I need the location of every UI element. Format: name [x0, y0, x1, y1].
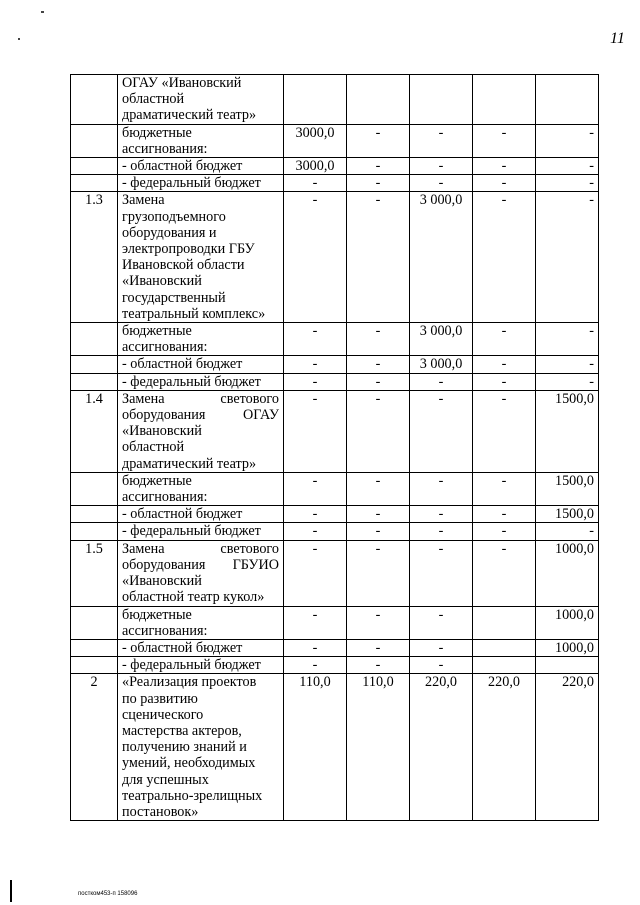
year-value: - — [410, 506, 473, 523]
year-value: - — [536, 192, 599, 323]
description-line: бюджетные — [122, 323, 192, 340]
row-description — [118, 75, 284, 125]
table-row — [71, 523, 599, 540]
description-line: - федеральный бюджет — [122, 523, 261, 540]
year-value: 220,0 — [536, 674, 599, 821]
year-value: - — [536, 175, 599, 192]
table-row — [71, 75, 599, 125]
description-line: - областной бюджет — [122, 158, 243, 175]
row-number — [71, 175, 118, 192]
year-value: - — [473, 124, 536, 157]
year-value: - — [410, 390, 473, 472]
year-value: - — [410, 472, 473, 505]
row-number — [71, 506, 118, 523]
year-value: - — [284, 472, 347, 505]
year-value: - — [410, 158, 473, 175]
description-line: областной — [122, 439, 185, 456]
description-line: театрально-зрелищных — [122, 787, 263, 804]
description-line: грузоподъемного — [122, 208, 226, 225]
year-value: - — [284, 606, 347, 639]
year-value: - — [473, 192, 536, 323]
row-number — [71, 75, 118, 125]
table-row — [71, 175, 599, 192]
description-line: - областной бюджет — [122, 639, 243, 656]
budget-table — [70, 74, 599, 821]
description-line: бюджетные — [122, 124, 192, 141]
description-line: - федеральный бюджет — [122, 657, 261, 674]
year-value: - — [536, 373, 599, 390]
row-description — [118, 158, 284, 175]
row-number — [71, 606, 118, 639]
year-value: - — [473, 472, 536, 505]
description-line: получению знаний и — [122, 739, 247, 756]
description-line: государственный — [122, 289, 226, 306]
year-value: - — [410, 124, 473, 157]
table-row — [71, 373, 599, 390]
year-value: - — [284, 356, 347, 373]
row-number: 1.4 — [71, 390, 118, 472]
year-value: - — [347, 657, 410, 674]
description-line: «Ивановский — [122, 273, 202, 290]
page-number: 11 — [610, 30, 625, 47]
footer-code: постком453-п 158096 — [78, 891, 138, 897]
year-value: - — [347, 158, 410, 175]
year-value — [473, 657, 536, 674]
row-number — [71, 639, 118, 656]
row-number: 1.5 — [71, 540, 118, 606]
year-value: - — [284, 175, 347, 192]
row-number — [71, 323, 118, 356]
table-row — [71, 124, 599, 157]
row-number — [71, 657, 118, 674]
row-number — [71, 356, 118, 373]
table-row — [71, 606, 599, 639]
year-value: - — [347, 639, 410, 656]
row-number — [71, 523, 118, 540]
table-row — [71, 657, 599, 674]
year-value: - — [347, 175, 410, 192]
row-number: 2 — [71, 674, 118, 821]
description-line: Замена светового — [122, 540, 279, 557]
description-line: Замена — [122, 192, 165, 209]
year-value: - — [347, 540, 410, 606]
description-line: Ивановской области — [122, 257, 245, 274]
year-value: - — [410, 606, 473, 639]
row-number — [71, 124, 118, 157]
year-value — [473, 606, 536, 639]
table-row — [71, 506, 599, 523]
table-row — [71, 356, 599, 373]
row-number — [71, 158, 118, 175]
description-line: бюджетные — [122, 472, 192, 489]
year-value: - — [410, 639, 473, 656]
row-description — [118, 175, 284, 192]
description-line: ассигнования: — [122, 489, 208, 506]
year-value: 3 000,0 — [410, 323, 473, 356]
scan-speck — [18, 38, 20, 40]
year-value: 110,0 — [347, 674, 410, 821]
year-value: - — [347, 523, 410, 540]
year-value: - — [473, 523, 536, 540]
year-value: 110,0 — [284, 674, 347, 821]
description-line: «Реализация проектов — [122, 674, 257, 691]
description-line: - областной бюджет — [122, 506, 243, 523]
table-row — [71, 674, 599, 821]
row-description — [118, 606, 284, 639]
year-value: 220,0 — [410, 674, 473, 821]
description-line: умений, необходимых — [122, 755, 256, 772]
year-value: - — [284, 540, 347, 606]
description-line: сценического — [122, 706, 204, 723]
description-line: театральный комплекс» — [122, 305, 266, 322]
row-description — [118, 373, 284, 390]
year-value: - — [347, 506, 410, 523]
year-value: - — [284, 657, 347, 674]
description-line: - федеральный бюджет — [122, 175, 261, 192]
description-line: ассигнования: — [122, 339, 208, 356]
year-value: - — [284, 639, 347, 656]
year-value: - — [473, 356, 536, 373]
year-value: - — [473, 373, 536, 390]
year-value: - — [536, 124, 599, 157]
row-description — [118, 523, 284, 540]
row-description — [118, 390, 284, 472]
year-value: 1500,0 — [536, 390, 599, 472]
year-value: - — [410, 540, 473, 606]
row-description — [118, 540, 284, 606]
year-value: - — [410, 657, 473, 674]
year-value: - — [284, 323, 347, 356]
table-row — [71, 323, 599, 356]
row-number — [71, 472, 118, 505]
description-line: оборудования ОГАУ — [122, 407, 279, 424]
row-description — [118, 323, 284, 356]
year-value: - — [536, 523, 599, 540]
year-value: 1000,0 — [536, 540, 599, 606]
description-line: «Ивановский — [122, 573, 202, 590]
row-description — [118, 124, 284, 157]
year-value: - — [284, 390, 347, 472]
year-value — [473, 75, 536, 125]
description-line: постановок» — [122, 803, 199, 820]
row-number — [71, 373, 118, 390]
year-value: - — [410, 373, 473, 390]
year-value: 220,0 — [473, 674, 536, 821]
table-row — [71, 639, 599, 656]
description-line: областной театр кукол» — [122, 589, 265, 606]
year-value: - — [473, 540, 536, 606]
year-value: 1500,0 — [536, 506, 599, 523]
year-value: - — [347, 124, 410, 157]
year-value: - — [347, 373, 410, 390]
description-line: электропроводки ГБУ — [122, 241, 255, 258]
year-value: 1000,0 — [536, 606, 599, 639]
year-value: 3000,0 — [284, 158, 347, 175]
description-line: ОГАУ «Ивановский — [122, 75, 242, 91]
scan-speck — [41, 11, 44, 13]
description-line: драматический театр» — [122, 107, 257, 124]
year-value: - — [473, 506, 536, 523]
description-line: ассигнования: — [122, 622, 208, 639]
table-row — [71, 158, 599, 175]
description-line: оборудования и — [122, 224, 217, 241]
year-value — [410, 75, 473, 125]
row-description — [118, 639, 284, 656]
description-line: «Ивановский — [122, 423, 202, 440]
row-number: 1.3 — [71, 192, 118, 323]
description-line: областной — [122, 91, 185, 108]
year-value: - — [347, 323, 410, 356]
description-line: оборудования ГБУИО — [122, 556, 279, 573]
description-line: по развитию — [122, 690, 198, 707]
year-value — [284, 75, 347, 125]
table-row — [71, 390, 599, 472]
description-line: - федеральный бюджет — [122, 373, 261, 390]
row-description — [118, 674, 284, 821]
year-value: 3 000,0 — [410, 356, 473, 373]
year-value — [347, 75, 410, 125]
row-description — [118, 657, 284, 674]
year-value: - — [347, 606, 410, 639]
table-row — [71, 192, 599, 323]
year-value: - — [410, 175, 473, 192]
year-value: - — [473, 175, 536, 192]
year-value: 1500,0 — [536, 472, 599, 505]
description-line: ассигнования: — [122, 140, 208, 157]
description-line: для успешных — [122, 771, 209, 788]
year-value: - — [536, 356, 599, 373]
year-value — [536, 657, 599, 674]
year-value: - — [410, 523, 473, 540]
year-value: - — [284, 506, 347, 523]
year-value: - — [347, 472, 410, 505]
description-line: бюджетные — [122, 606, 192, 623]
year-value: - — [284, 192, 347, 323]
description-line: мастерства актеров, — [122, 722, 242, 739]
year-value: 3000,0 — [284, 124, 347, 157]
description-line: - областной бюджет — [122, 356, 243, 373]
year-value: - — [473, 158, 536, 175]
year-value: - — [347, 390, 410, 472]
year-value — [536, 75, 599, 125]
row-description — [118, 192, 284, 323]
row-description — [118, 356, 284, 373]
table-row — [71, 540, 599, 606]
year-value: 3 000,0 — [410, 192, 473, 323]
year-value: - — [536, 323, 599, 356]
year-value: 1000,0 — [536, 639, 599, 656]
year-value: - — [473, 390, 536, 472]
year-value — [473, 639, 536, 656]
year-value: - — [347, 192, 410, 323]
table-row — [71, 472, 599, 505]
scan-margin-mark — [10, 880, 12, 902]
description-line: драматический театр» — [122, 455, 257, 472]
year-value: - — [284, 523, 347, 540]
year-value: - — [284, 373, 347, 390]
year-value: - — [536, 158, 599, 175]
year-value: - — [473, 323, 536, 356]
row-description — [118, 506, 284, 523]
row-description — [118, 472, 284, 505]
description-line: Замена светового — [122, 390, 279, 407]
year-value: - — [347, 356, 410, 373]
